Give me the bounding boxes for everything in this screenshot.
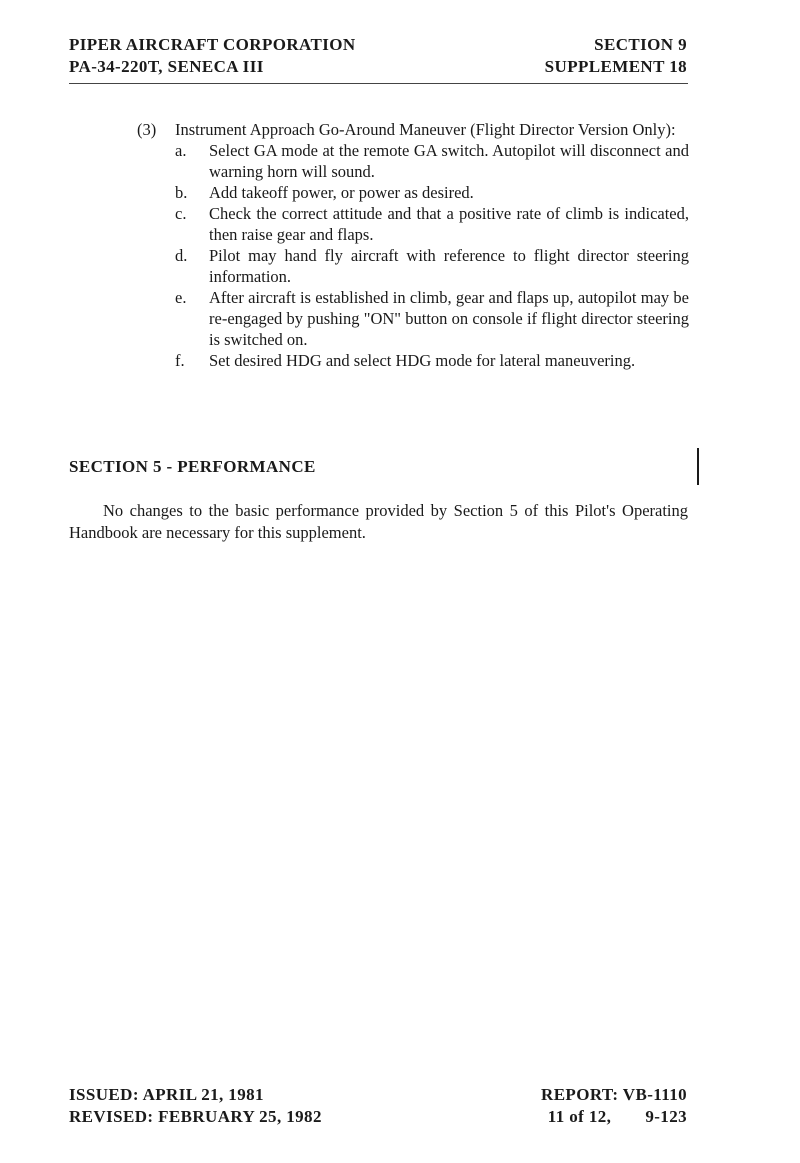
footer-right [541, 1084, 687, 1128]
step-text: Pilot may hand fly aircraft with reference to flight director steering information. [209, 246, 689, 286]
header-left [69, 34, 356, 78]
page-info [548, 1106, 687, 1128]
page-number: 9-123 [645, 1107, 687, 1126]
performance-text: No changes to the basic performance provided by Section 5 of this Pilot's Operating Handbook are necessary for this supplement. [69, 501, 688, 542]
step-text: Select GA mode at the remote GA switch. Autopilot will disconnect and warning horn will sound. [209, 141, 689, 181]
revised-date: REVISED: FEBRUARY 25, 1982 [69, 1107, 322, 1126]
step-letter: e. [175, 288, 187, 307]
step-letter: d. [175, 246, 188, 265]
performance-heading: SECTION 5 - PERFORMANCE [69, 457, 316, 476]
step-text: Check the correct attitude and that a positive rate of climb is indicated, then raise gear and flaps. [209, 204, 689, 244]
procedure-steps [137, 140, 689, 371]
issued-date: ISSUED: APRIL 21, 1981 [69, 1085, 264, 1104]
procedure-title: Instrument Approach Go-Around Maneuver (Flight Director Version Only): [175, 120, 676, 139]
procedure-step [175, 350, 689, 371]
procedure-step [175, 287, 689, 350]
step-letter: c. [175, 204, 187, 223]
section-label: SECTION 9 [594, 35, 687, 54]
supplement-label: SUPPLEMENT 18 [544, 57, 687, 76]
step-text: Set desired HDG and select HDG mode for lateral maneuvering. [209, 351, 636, 370]
go-around-procedure [137, 119, 689, 371]
page-count: 11 of 12, [547, 1107, 612, 1126]
step-letter: b. [175, 183, 188, 202]
report-number: REPORT: VB-1110 [541, 1085, 687, 1104]
company-name: PIPER AIRCRAFT CORPORATION [69, 35, 356, 54]
header-divider [69, 83, 688, 84]
procedure-step [175, 203, 689, 245]
step-text: After aircraft is established in climb, gear and flaps up, autopilot may be re-engaged by pushing "ON" button on console if flight director steering is switched on. [209, 288, 689, 349]
header-right [545, 34, 687, 78]
procedure-step [175, 140, 689, 182]
step-letter: a. [175, 141, 187, 160]
step-letter: f. [175, 351, 185, 370]
aircraft-model: PA-34-220T, SENECA III [69, 57, 264, 76]
procedure-heading [137, 119, 689, 140]
procedure-step [175, 182, 689, 203]
footer-left [69, 1084, 322, 1128]
procedure-step [175, 245, 689, 287]
revision-bar [697, 448, 699, 485]
procedure-number: (3) [137, 120, 157, 139]
step-text: Add takeoff power, or power as desired. [209, 183, 474, 202]
